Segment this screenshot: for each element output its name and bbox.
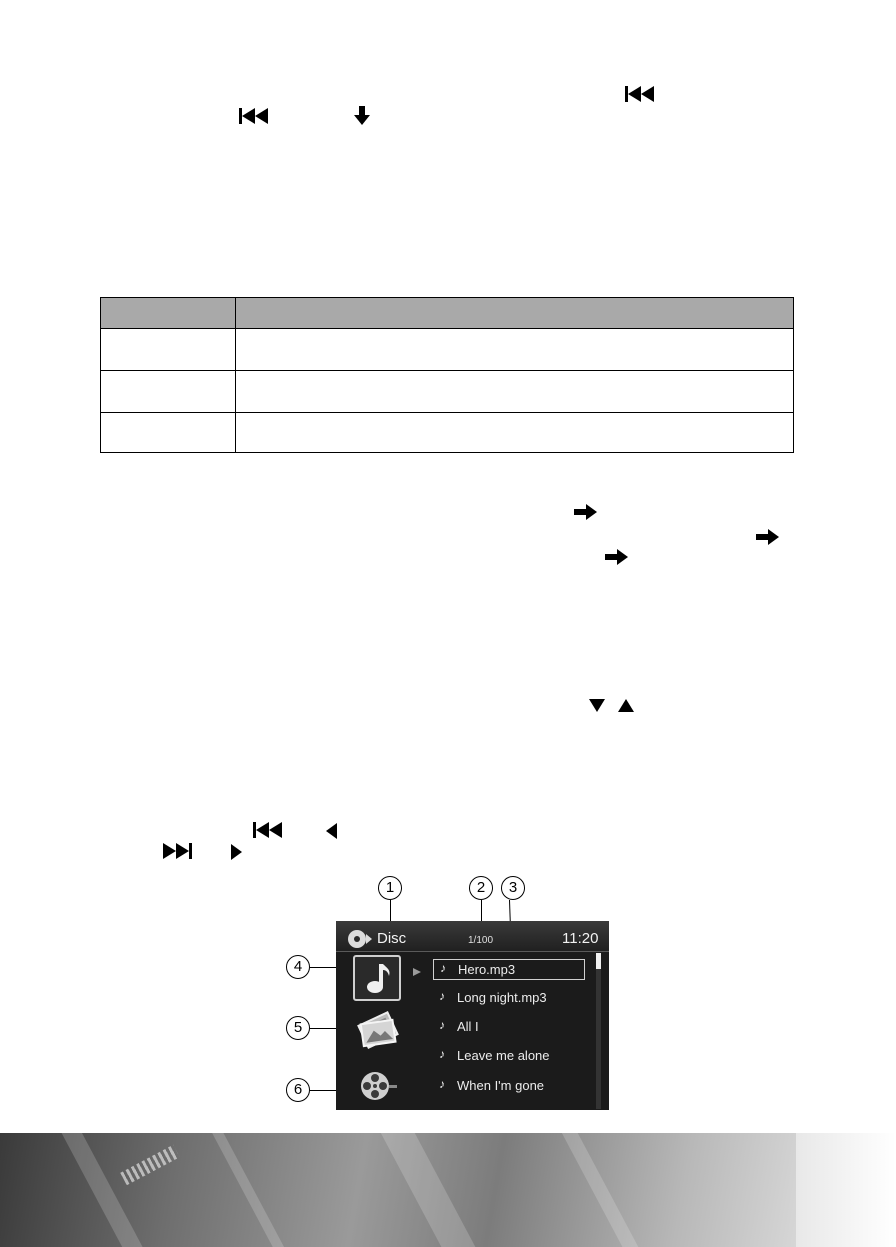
- band-stripe: [549, 1133, 665, 1247]
- arrow-down-icon: [353, 106, 371, 126]
- play-indicator-icon: [412, 964, 422, 982]
- music-icon: [365, 962, 391, 1001]
- skip-next-icon: [162, 842, 192, 860]
- table-row: [101, 329, 793, 371]
- file-list-item-selected[interactable]: [433, 959, 585, 980]
- track-count: 1/100: [468, 935, 494, 946]
- file-name: When I'm gone: [457, 1078, 545, 1093]
- table-column-divider: [235, 298, 236, 452]
- disc-icon: [347, 929, 373, 954]
- file-name: All I: [457, 1019, 479, 1034]
- music-note-icon: ♪: [439, 989, 445, 1003]
- file-list-item[interactable]: [430, 1016, 590, 1038]
- band-stripe: [370, 1133, 500, 1247]
- file-name: Leave me alone: [457, 1048, 550, 1063]
- info-table: [100, 297, 794, 453]
- music-note-icon: ♪: [440, 961, 446, 975]
- decorative-footer-band: [0, 1133, 796, 1247]
- table-row: [101, 371, 793, 413]
- callout-3: 3: [501, 876, 525, 900]
- music-note-icon: ♪: [439, 1018, 445, 1032]
- table-header: [101, 298, 793, 329]
- callout-4: 4: [286, 955, 310, 979]
- triangle-right-icon: [229, 843, 243, 861]
- skip-previous-icon: [239, 107, 269, 125]
- source-label: Disc: [377, 930, 407, 947]
- skip-previous-icon: [253, 821, 283, 839]
- band-stripe: [199, 1133, 311, 1247]
- file-list-item[interactable]: [430, 987, 590, 1009]
- skip-previous-icon: [625, 85, 655, 103]
- video-icon: [360, 1090, 400, 1107]
- photo-icon: [356, 1037, 400, 1054]
- arrow-right-icon: [605, 548, 629, 566]
- file-list-item[interactable]: [430, 1075, 590, 1097]
- triangle-left-icon: [325, 822, 339, 840]
- arrow-right-icon: [756, 528, 780, 546]
- triangle-up-icon: [617, 697, 635, 713]
- triangle-down-icon: [588, 697, 606, 713]
- music-category-button[interactable]: [353, 955, 401, 1001]
- file-name: Hero.mp3: [458, 962, 516, 977]
- screen-header: [336, 921, 609, 952]
- music-note-icon: ♪: [439, 1077, 445, 1091]
- decorative-footer-edge: [796, 1133, 896, 1247]
- music-note-icon: ♪: [439, 1047, 445, 1061]
- file-list-item[interactable]: [430, 1045, 590, 1067]
- photo-category-button[interactable]: [356, 1010, 400, 1055]
- media-browser-screen: [336, 921, 609, 1110]
- callout-6: 6: [286, 1078, 310, 1102]
- callout-1: 1: [378, 876, 402, 900]
- callout-2: 2: [469, 876, 493, 900]
- table-row: [101, 413, 793, 455]
- scrollbar[interactable]: [596, 953, 601, 1109]
- band-stripe: [49, 1133, 168, 1247]
- callout-5: 5: [286, 1016, 310, 1040]
- file-name: Long night.mp3: [457, 990, 547, 1005]
- arrow-right-icon: [574, 503, 598, 521]
- film-strip-decoration: [120, 1145, 180, 1186]
- video-category-button[interactable]: [360, 1069, 400, 1108]
- clock: 11:20: [562, 930, 599, 947]
- scroll-thumb[interactable]: [596, 953, 601, 969]
